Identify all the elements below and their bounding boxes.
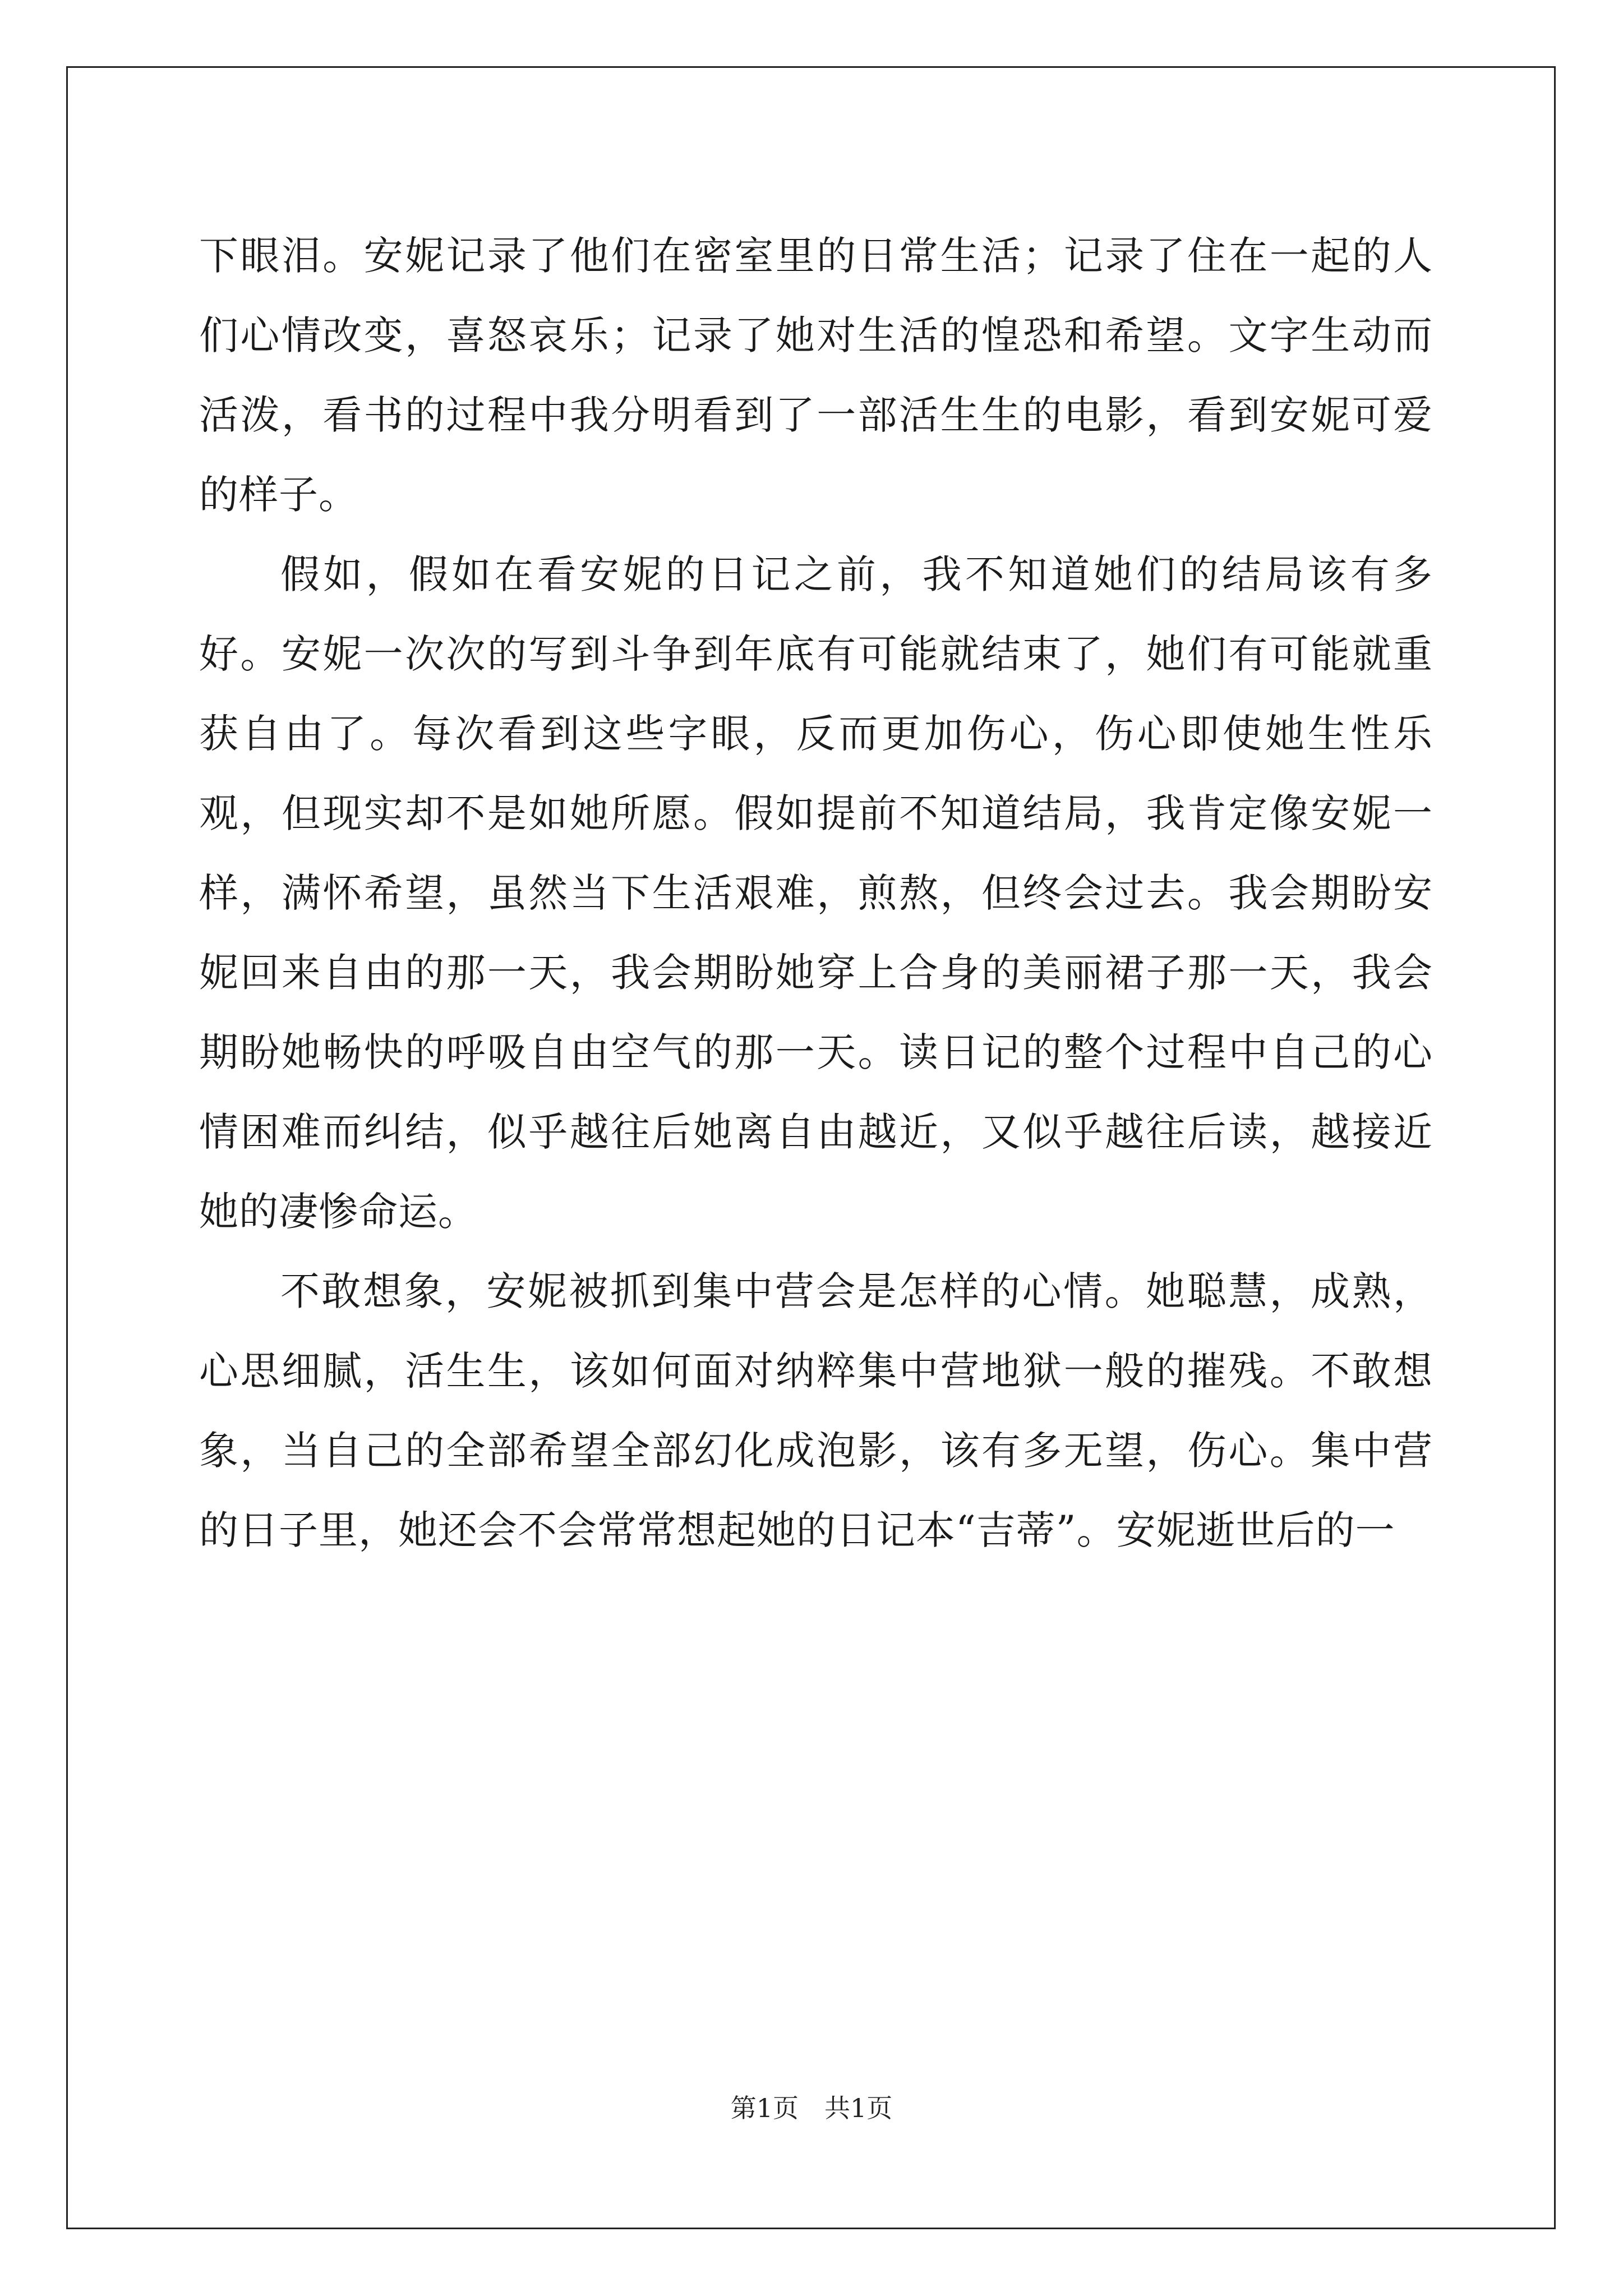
paragraph-2: 假如，假如在看安妮的日记之前，我不知道她们的结局该有多好。安妮一次次的写到斗争到年底有可能就结束了，她们有可能就重获自由了。每次看到这些字眼，反而更加伤心，伤心即使她生性乐观，但现实却不是如她所愿。假如提前不知道结局，我肯定像安妮一样，满怀希望，虽然当下生活艰难，煎熬，但终会过去。我会期盼安妮回来自由的那一天，我会期盼她穿上合身的美丽裙子那一天，我会期盼她畅快的呼吸自由空气的那一天。读日记的整个过程中自己的心情困难而纠结，似乎越往后她离自由越近，又似乎越往后读，越接近她的凄惨命运。 — [199, 551, 1433, 1235]
document-body — [199, 216, 1433, 1570]
paragraph-1: 下眼泪。安妮记录了他们在密室里的日常生活；记录了住在一起的人们心情改变，喜怒哀乐；记录了她对生活的惶恐和希望。文字生动而活泼，看书的过程中我分明看到了一部活生生的电影，看到安妮可爱的样子。 — [199, 233, 1433, 518]
page-footer: 第1页 共1页 — [730, 2093, 893, 2123]
paragraph-3: 不敢想象，安妮被抓到集中营会是怎样的心情。她聪慧，成熟，心思细腻，活生生，该如何面对纳粹集中营地狱一般的摧残。不敢想象，当自己的全部希望全部幻化成泡影，该有多无望，伤心。集中营的日子里，她还会不会常常想起她的日记本“吉蒂”。安妮逝世后的一 — [199, 1268, 1433, 1553]
